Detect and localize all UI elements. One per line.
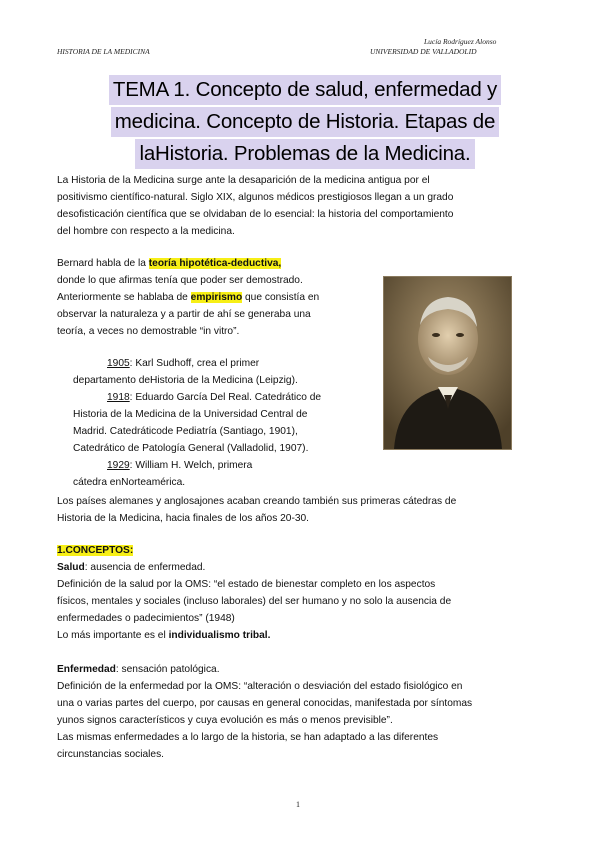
paises-line-1: Los países alemanes y anglosajones acaban creando también sus primeras cátedras de xyxy=(57,496,457,507)
title-line-2: medicina. Concepto de Historia. Etapas de xyxy=(111,107,499,137)
header-author: Lucía Rodríguez Alonso xyxy=(424,37,497,46)
oms-enf-line-4: Las mismas enfermedades a lo largo de la historia, se han adaptado a las diferentes xyxy=(57,732,439,743)
enfermedad-label: Enfermedad xyxy=(57,664,116,675)
timeline-1918-line-2: Historia de la Medicina de la Universidad Central de xyxy=(73,409,308,420)
bernard-line-1: Bernard habla de la teoría hipotética-deductiva, xyxy=(57,258,282,269)
timeline-1905-line-2: departamento deHistoria de la Medicina (Leipzig). xyxy=(73,375,298,386)
oms-enf-line-5: circunstancias sociales. xyxy=(57,749,165,760)
oms-enf-line-1: Definición de la enfermedad por la OMS: “alteración o desviación del estado fisiológico en xyxy=(57,681,463,692)
timeline-1929-line-1: 1929: William H. Welch, primera xyxy=(107,460,253,471)
paises-line-2: Historia de la Medicina, hacia finales de los años 20-30. xyxy=(57,513,310,524)
page-number: 1 xyxy=(296,800,300,809)
header-right: UNIVERSIDAD DE VALLADOLID xyxy=(370,47,477,56)
header-left: HISTORIA DE LA MEDICINA xyxy=(57,47,150,56)
oms-salud-line-3: enfermedades o padecimientos” (1948) xyxy=(57,613,235,624)
salud-label: Salud xyxy=(57,562,85,573)
empirismo-highlight: empirismo xyxy=(190,292,243,303)
oms-enf-line-2: una o varias partes del cuerpo, por causas en general conocidas, manifestada por síntomas xyxy=(57,698,473,709)
oms-salud-line-2: físicos, mentales y sociales (incluso laborales) del ser humano y no solo la ausencia de xyxy=(57,596,452,607)
year-1905: 1905 xyxy=(107,358,130,369)
portrait-photo xyxy=(383,276,512,450)
bernard-line-2: donde lo que afirmas tenía que poder ser demostrado. xyxy=(57,275,303,286)
bernard-line-4: observar la naturaleza y a partir de ahí se generaba una xyxy=(57,309,311,320)
timeline-1929-line-2: cátedra enNorteamérica. xyxy=(73,477,186,488)
intro-line-1: La Historia de la Medicina surge ante la desaparición de la medicina antigua por el xyxy=(57,175,430,186)
bernard-paragraph xyxy=(57,255,319,340)
timeline-1918-line-1: 1918: Eduardo García Del Real. Catedrático de xyxy=(107,392,322,403)
intro-line-3: desofisticación científica que se olvidaban de lo esencial: la historia del comportamiento xyxy=(57,209,454,220)
timeline-1905-line-1: 1905: Karl Sudhoff, crea el primer xyxy=(107,358,260,369)
title-line-3: laHistoria. Problemas de la Medicina. xyxy=(135,139,474,169)
intro-line-2: positivismo científico-natural. Siglo XIX, algunos médicos prestigiosos llegan a un grado xyxy=(57,192,454,203)
intro-paragraph xyxy=(57,172,453,240)
oms-salud-line-1: Definición de la salud por la OMS: “el estado de bienestar completo en los aspectos xyxy=(57,579,436,590)
timeline-1918-line-3: Madrid. Catedráticode Pediatría (Santiago, 1901), xyxy=(73,426,298,437)
conceptos-section xyxy=(57,542,472,763)
importante-line: Lo más importante es el individualismo tribal. xyxy=(57,630,271,641)
conceptos-heading-line xyxy=(57,542,472,559)
title-line-1: TEMA 1. Concepto de salud, enfermedad y xyxy=(109,75,501,105)
timeline xyxy=(57,355,321,491)
teoria-highlight: teoría hipotética-deductiva, xyxy=(148,258,282,269)
year-1929: 1929 xyxy=(107,460,130,471)
page-title xyxy=(60,74,550,170)
timeline-1918-line-4: Catedrático de Patología General (Valladolid, 1907). xyxy=(73,443,309,454)
portrait-image xyxy=(384,277,511,449)
conceptos-heading: 1.CONCEPTOS: xyxy=(57,545,134,556)
year-1918: 1918 xyxy=(107,392,130,403)
paises-paragraph xyxy=(57,493,456,527)
bernard-line-5: teoría, a veces no demostrable “in vitro”. xyxy=(57,326,240,337)
salud-line: Salud: ausencia de enfermedad. xyxy=(57,562,206,573)
oms-enf-line-3: yunos signos característicos y cuya evolución es más o menos previsible”. xyxy=(57,715,393,726)
individualismo-bold: individualismo tribal. xyxy=(168,630,271,641)
intro-line-4: del hombre con respecto a la medicina. xyxy=(57,226,235,237)
bernard-line-3: Anteriormente se hablaba de empirismo que consistía en xyxy=(57,292,320,303)
enfermedad-line: Enfermedad: sensación patológica. xyxy=(57,664,220,675)
